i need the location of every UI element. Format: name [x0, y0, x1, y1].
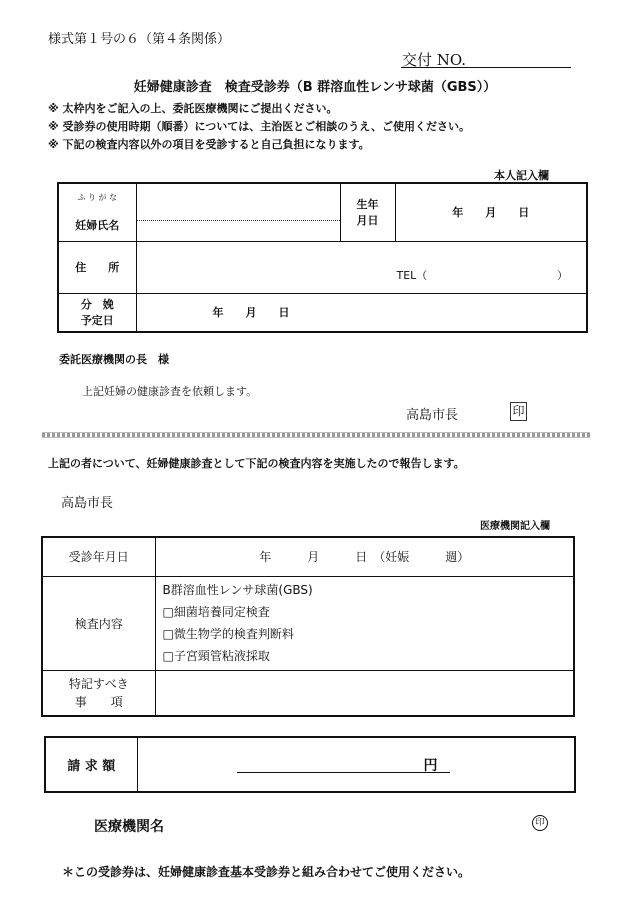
exam-content-label: 検査内容	[42, 576, 155, 670]
billing-table	[44, 736, 576, 793]
due-label-1: 分 娩	[80, 298, 114, 312]
footer-note: ＊この受診券は、妊婦健康診査基本受診券と組み合わせてご使用ください。	[62, 865, 471, 879]
tel-label: TEL（	[396, 268, 428, 282]
issue-no-label: 交付 NO.	[402, 51, 467, 69]
remarks-label-2: 事 項	[74, 694, 123, 709]
institution-name-label: 医療機関名	[94, 819, 164, 835]
document-title: 妊婦健康診査 検査受診券（B 群溶血性レンサ球菌（GBS））	[133, 80, 497, 95]
due-label-cell	[58, 293, 136, 332]
address-label: 住 所	[58, 241, 136, 293]
remarks-label-1: 特記すべき	[68, 676, 129, 691]
exam-content-cell	[155, 576, 574, 670]
address-field[interactable]	[136, 241, 587, 293]
addressee: 委託医療機関の長 様	[59, 353, 169, 366]
due-date-field[interactable]: 年 月 日	[136, 293, 587, 332]
billing-unit: 円	[423, 758, 438, 774]
mayor-name-1: 高島市長	[406, 408, 459, 423]
checkbox-microbiology[interactable]: □微生物学的検査判断料	[162, 627, 294, 641]
birth-label-cell	[340, 183, 395, 241]
seal-box: 印	[510, 402, 527, 421]
self-entry-label: 本人記入欄	[494, 169, 549, 182]
name-label: 妊婦氏名	[75, 218, 120, 232]
tel-close: ）	[557, 268, 568, 282]
issue-no-line	[401, 67, 571, 68]
exam-date-field[interactable]: 年 月 日 （妊娠 週）	[155, 537, 574, 576]
exam-content-title: B群溶血性レンサ球菌(GBS)	[162, 583, 313, 597]
applicant-table	[57, 182, 588, 333]
checkbox-cervical-mucus[interactable]: □子宮頸管粘液採取	[162, 649, 270, 663]
remarks-field[interactable]	[155, 670, 574, 716]
furigana-field[interactable]	[137, 203, 340, 221]
billing-label: 請 求 額	[45, 737, 137, 792]
mayor-name-2: 高島市長	[61, 496, 114, 511]
name-label-cell	[58, 183, 136, 241]
exam-date-label: 受診年月日	[42, 537, 155, 576]
note-1: ※ 太枠内をご記入の上、委託医療機関にご提出ください。	[48, 102, 338, 115]
request-text: 上記妊婦の健康診査を依頼します。	[82, 385, 258, 398]
birth-label-1: 生年	[356, 198, 379, 212]
name-input-cell[interactable]	[136, 183, 340, 241]
birth-date-field[interactable]: 年 月 日	[395, 183, 587, 241]
exam-table	[41, 536, 575, 717]
institution-entry-label: 医療機関記入欄	[480, 521, 550, 532]
checkbox-culture[interactable]: □細菌培養同定検査	[162, 605, 270, 619]
due-label-2: 予定日	[80, 314, 114, 328]
billing-amount-cell	[137, 737, 575, 792]
furigana-label: ふ り が な	[77, 192, 118, 202]
seal-circle: 印	[532, 815, 548, 831]
note-3: ※ 下記の検査内容以外の項目を受診すると自己負担になります。	[48, 138, 370, 151]
report-text: 上記の者について、妊婦健康診査として下記の検査内容を実施したので報告します。	[48, 457, 465, 470]
cut-line-separator	[42, 432, 590, 438]
remarks-label-cell	[42, 670, 155, 716]
note-2: ※ 受診券の使用時期（順番）については、主治医とご相談のうえ、ご使用ください。	[48, 120, 470, 133]
billing-amount-field[interactable]	[237, 752, 450, 773]
form-number: 様式第１号の６（第４条関係）	[48, 32, 231, 47]
birth-label-2: 月日	[356, 214, 379, 228]
